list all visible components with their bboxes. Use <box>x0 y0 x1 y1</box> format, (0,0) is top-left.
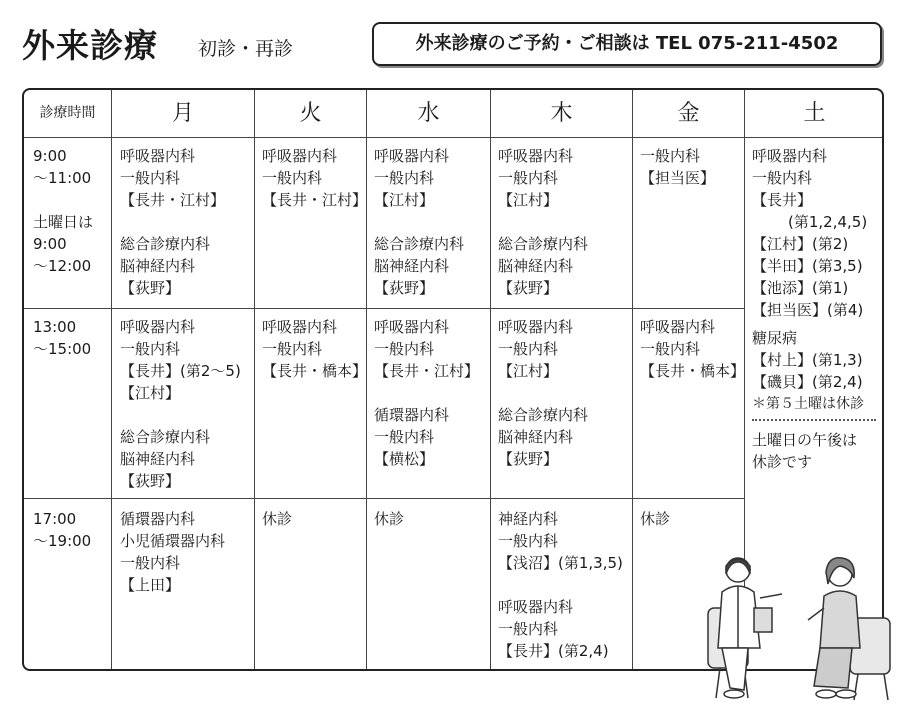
cell-line: 【荻野】 <box>498 279 559 297</box>
header-tue: 火 <box>299 101 322 126</box>
saturday-respiratory <box>752 145 876 321</box>
cell-line: 17:00 <box>33 510 77 528</box>
cell-line: 【荻野】 <box>120 279 181 297</box>
cell-line: 一般内科 <box>374 428 435 446</box>
header-fri: 金 <box>677 101 700 126</box>
cell-line: 休診 <box>374 510 405 528</box>
cell-line: 【江村】(第2) <box>752 235 849 253</box>
cell-spacer <box>498 574 623 596</box>
cell-line: 13:00 <box>33 318 77 336</box>
cell-line: 呼吸器内科 <box>498 318 574 336</box>
cell-line: 【江村】 <box>498 362 559 380</box>
cell-spacer <box>33 189 93 211</box>
cell-line: 【長井・江村】 <box>262 191 368 209</box>
cell-line: 神経内科 <box>498 510 559 528</box>
cell-line: 呼吸器内科 <box>498 598 574 616</box>
cell-spacer <box>498 211 588 233</box>
saturday-afternoon-note <box>752 429 876 473</box>
cell-spacer <box>374 382 479 404</box>
cell-line: 総合診療内科 <box>498 406 589 424</box>
cell-line: 【長井】 <box>752 191 813 209</box>
cell-line: 【長井・橋本】 <box>262 362 368 380</box>
cell-spacer <box>120 404 241 426</box>
tel-notice: 外来診療のご予約・ご相談は TEL 075-211-4502 <box>372 22 882 66</box>
cell-line: 循環器内科 <box>374 406 450 424</box>
grid-line <box>254 90 255 669</box>
cell-line: 呼吸器内科 <box>374 147 450 165</box>
cell-line: 一般内科 <box>498 620 559 638</box>
cell-line: 糖尿病 <box>752 329 798 347</box>
page-subtitle: 初診・再診 <box>198 38 294 60</box>
header-time: 診療時間 <box>39 105 96 121</box>
cell-line: 【長井】(第2～5) <box>120 362 241 380</box>
cell-line: 総合診療内科 <box>374 235 465 253</box>
cell-line: 総合診療内科 <box>120 428 211 446</box>
cell-line: 【長井】(第2,4) <box>498 642 609 660</box>
grid-line <box>24 498 744 499</box>
cell-line: 呼吸器内科 <box>262 318 338 336</box>
cell-time-evening <box>33 508 91 552</box>
cell-thu-evening <box>498 508 623 662</box>
grid-line <box>24 308 744 309</box>
cell-line: 一般内科 <box>498 340 559 358</box>
cell-fri-evening <box>640 508 670 530</box>
cell-line: 【荻野】 <box>498 450 559 468</box>
cell-line: 9:00 <box>33 147 67 165</box>
cell-line: ～12:00 <box>33 257 92 275</box>
cell-saturday <box>752 145 876 473</box>
cell-line: 呼吸器内科 <box>752 147 828 165</box>
cell-line: 土曜日は <box>33 213 94 231</box>
cell-line: 一般内科 <box>120 340 181 358</box>
cell-line: 呼吸器内科 <box>498 147 574 165</box>
cell-line: 脳神経内科 <box>498 428 574 446</box>
cell-line: 【荻野】 <box>374 279 435 297</box>
cell-line: 【長井・江村】 <box>120 191 226 209</box>
cell-line: 呼吸器内科 <box>262 147 338 165</box>
cell-wed-afternoon <box>374 316 479 470</box>
cell-line: 【磯貝】(第2,4) <box>752 373 863 391</box>
cell-line: 【浅沼】(第1,3,5) <box>498 554 623 572</box>
cell-line: 【上田】 <box>120 576 181 594</box>
cell-line: 【池添】(第1) <box>752 279 849 297</box>
cell-line: 一般内科 <box>120 554 181 572</box>
cell-line: 休診 <box>640 510 671 528</box>
header-mon: 月 <box>171 101 194 126</box>
header-wed: 水 <box>417 101 440 126</box>
grid-line <box>490 90 491 669</box>
cell-line: 【長井・江村】 <box>374 362 480 380</box>
cell-line: 9:00 <box>33 235 67 253</box>
cell-line: 【村上】(第1,3) <box>752 351 863 369</box>
cell-line: ＊第５土曜は休診 <box>752 396 864 412</box>
cell-line: 一般内科 <box>262 169 323 187</box>
cell-line: 呼吸器内科 <box>640 318 716 336</box>
cell-line: 呼吸器内科 <box>374 318 450 336</box>
cell-line: 土曜日の午後は <box>752 431 858 449</box>
cell-line: 総合診療内科 <box>120 235 211 253</box>
cell-line: 一般内科 <box>374 340 435 358</box>
cell-line: ～15:00 <box>33 340 92 358</box>
header-sat: 土 <box>803 101 826 126</box>
cell-mon-afternoon <box>120 316 241 492</box>
cell-line: 【江村】 <box>120 384 181 402</box>
dotted-divider <box>752 419 876 421</box>
cell-line: 一般内科 <box>752 169 813 187</box>
cell-line: 循環器内科 <box>120 510 196 528</box>
cell-line: ～11:00 <box>33 169 92 187</box>
cell-line: 脳神経内科 <box>120 257 196 275</box>
cell-fri-morning <box>640 145 715 189</box>
cell-line: 休診 <box>262 510 293 528</box>
cell-time-morning <box>33 145 93 277</box>
doctor-patient-illustration <box>700 548 900 708</box>
cell-line: 【江村】 <box>374 191 435 209</box>
cell-line: 脳神経内科 <box>374 257 450 275</box>
cell-line: 一般内科 <box>120 169 181 187</box>
grid-line <box>111 90 112 669</box>
cell-line: 小児循環器内科 <box>120 532 226 550</box>
cell-wed-evening <box>374 508 404 530</box>
cell-line: 脳神経内科 <box>120 450 196 468</box>
cell-wed-morning <box>374 145 464 299</box>
cell-time-afternoon <box>33 316 91 360</box>
cell-tue-afternoon <box>262 316 367 382</box>
cell-thu-morning <box>498 145 588 299</box>
cell-line: 一般内科 <box>262 340 323 358</box>
cell-thu-afternoon <box>498 316 588 470</box>
cell-tue-evening <box>262 508 292 530</box>
cell-spacer <box>374 211 464 233</box>
cell-spacer <box>498 382 588 404</box>
cell-mon-morning <box>120 145 225 299</box>
cell-line: 一般内科 <box>640 147 701 165</box>
cell-line: 【長井・橋本】 <box>640 362 746 380</box>
page-title: 外来診療 <box>22 26 158 65</box>
cell-mon-evening <box>120 508 225 596</box>
cell-line: 一般内科 <box>640 340 701 358</box>
grid-line <box>632 90 633 669</box>
grid-line <box>24 137 882 138</box>
cell-line: 呼吸器内科 <box>120 147 196 165</box>
cell-line: ～19:00 <box>33 532 92 550</box>
cell-line: 【担当医】(第4) <box>752 301 864 319</box>
saturday-diabetes <box>752 327 876 415</box>
cell-line: 呼吸器内科 <box>120 318 196 336</box>
cell-line: 一般内科 <box>498 532 559 550</box>
cell-line: 【横松】 <box>374 450 435 468</box>
cell-line: 一般内科 <box>374 169 435 187</box>
cell-line: (第1,2,4,5) <box>788 213 868 231</box>
cell-line: 【荻野】 <box>120 472 181 490</box>
cell-line: 【担当医】 <box>640 169 716 187</box>
cell-tue-morning <box>262 145 367 211</box>
cell-line: 【半田】(第3,5) <box>752 257 863 275</box>
cell-line: 総合診療内科 <box>498 235 589 253</box>
cell-line: 脳神経内科 <box>498 257 574 275</box>
cell-spacer <box>120 211 225 233</box>
cell-line: 一般内科 <box>498 169 559 187</box>
cell-line: 休診です <box>752 453 813 471</box>
cell-fri-afternoon <box>640 316 745 382</box>
header-thu: 木 <box>550 101 573 126</box>
cell-line: 【江村】 <box>498 191 559 209</box>
